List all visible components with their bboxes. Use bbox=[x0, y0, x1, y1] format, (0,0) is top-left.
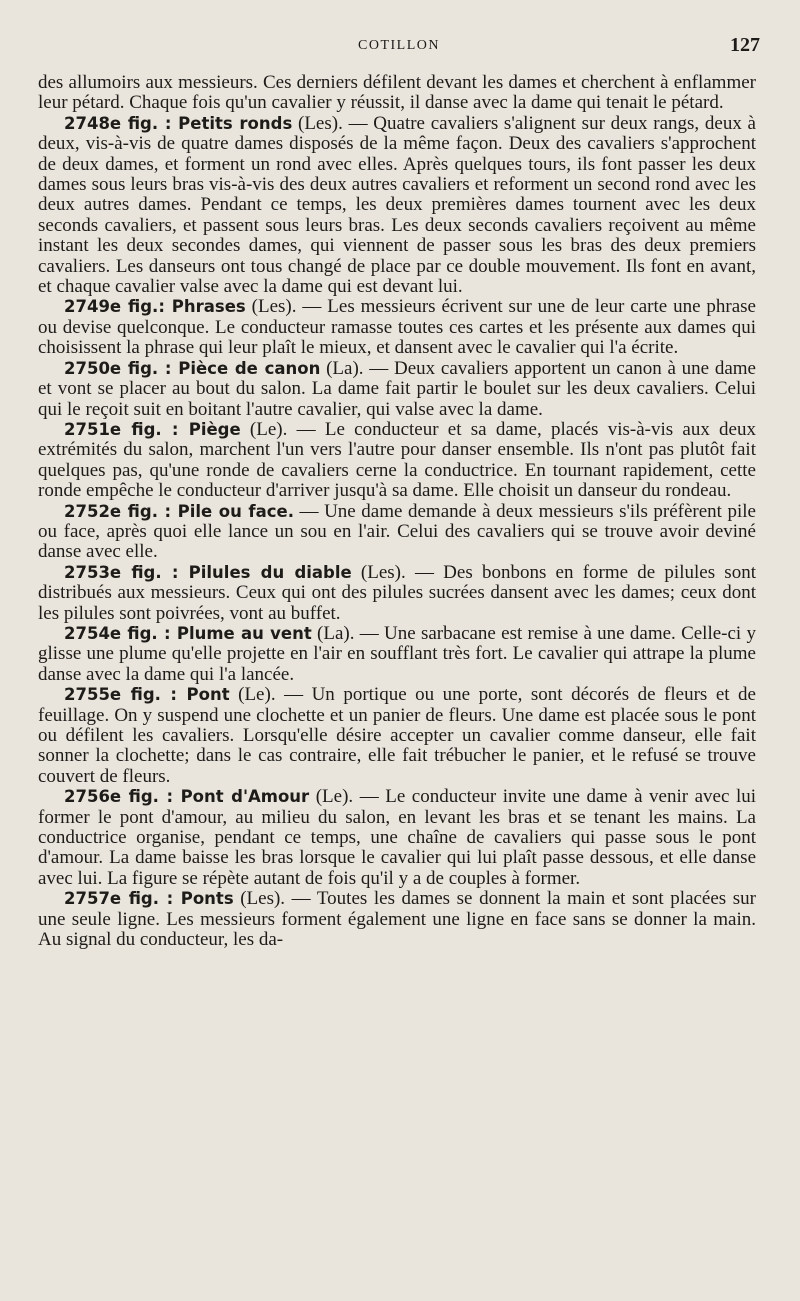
entry-2750 bbox=[38, 359, 756, 420]
entry-text: (Les). — Des bonbons en forme de pilules sont distribués aux messieurs. Ceux qui ont des pilules sucrées dansent avec les dames; ceux dont les pilules sont poivrées, vont au buffet. bbox=[38, 561, 756, 624]
body-text bbox=[38, 73, 756, 950]
entry-text: (Les). — Les messieurs écrivent sur une de leur carte une phrase ou devise quelconque. Le conducteur ramasse toutes ces cartes et les présente aux dames qui choisissent la phrase qui leur plaît le mieux, et dansent avec le cavalier qui l'a écrite. bbox=[38, 296, 756, 359]
page-number: 127 bbox=[730, 34, 760, 56]
entry-2751 bbox=[38, 420, 756, 502]
entry-2749 bbox=[38, 297, 756, 358]
entry-heading: 2751e fig. : Piège bbox=[64, 419, 241, 439]
entry-2754 bbox=[38, 624, 756, 685]
entry-text: (Le). — Un portique ou une porte, sont décorés de fleurs et de feuillage. On y suspend une clochette et un panier de fleurs. Une dame est placée sous le pont ou défilent les cavaliers. Lorsqu'elle désire accepter un cavalier comme danseur, elle fait sonner la clochette; dans le cas contraire, elle fait trébucher le panier, et le refusé se trouve couvert de fleurs. bbox=[38, 684, 756, 787]
entry-heading: 2750e fig. : Pièce de canon bbox=[64, 358, 321, 378]
entry-text: (La). — Une sarbacane est remise à une dame. Celle-ci y glisse une plume qu'elle projette en l'air en soufflant très fort. Le cavalier qui attrape la plume danse avec la dame qui l'a lancée. bbox=[38, 622, 756, 685]
entry-heading: 2749e fig.: Phrases bbox=[64, 297, 246, 317]
page-header bbox=[38, 34, 760, 62]
entry-2755 bbox=[38, 685, 756, 787]
running-title: COTILLON bbox=[358, 38, 440, 53]
entry-2748 bbox=[38, 114, 756, 298]
entry-text: (Les). — Toutes les dames se donnent la main et sont placées sur une seule ligne. Les messieurs forment également une ligne en face sans se donner la main. Au signal du conducteur, les da- bbox=[38, 888, 756, 951]
entry-heading: 2756e fig. : Pont d'Amour bbox=[64, 787, 310, 807]
entry-heading: 2748e fig. : Petits ronds bbox=[64, 113, 293, 133]
entry-text: (Le). — Le conducteur invite une dame à venir avec lui former le pont d'amour, au milieu du salon, en levant les bras et se tenant les mains. La conductrice organise, pendant ce temps, une chaîne de cavaliers qui passe sous le pont d'amour. La dame baisse les bras lorsque le cavalier qui lui plaît passe dessous, et elle danse avec lui. La figure se répète autant de fois qu'il y a de couples à former. bbox=[38, 786, 756, 889]
entry-text: (La). — Deux cavaliers apportent un canon à une dame et vont se placer au bout du salon. La dame fait partir le boulet sur les deux cavaliers. Celui qui le reçoit suit en boitant l'autre cavalier, qui valse avec la dame. bbox=[38, 357, 756, 420]
entry-text: (Le). — Le conducteur et sa dame, placés vis-à-vis aux deux extrémités du salon, marchent l'un vers l'autre pour danser ensemble. Ils n'ont pas plutôt fait quelques pas, qu'une ronde de cavaliers cerne la conductrice. En tournant rapidement, cette ronde empêche le conducteur d'arriver jusqu'à sa dame. Elle choisit un danseur du rondeau. bbox=[38, 418, 756, 502]
entry-heading: 2752e fig. : Pile ou face. bbox=[64, 501, 294, 521]
entry-2756 bbox=[38, 787, 756, 889]
entry-2752 bbox=[38, 502, 756, 563]
entry-2757 bbox=[38, 889, 756, 950]
entry-text: (Les). — Quatre cavaliers s'alignent sur deux rangs, deux à deux, vis-à-vis de quatre dames disposés de la même façon. Deux des cavaliers s'approchent de deux dames, et forment un rond avec elles. Après quelques tours, ils font passer les deux dames sous leurs bras vis-à-vis des deux autres cavaliers et reforment un second rond avec les deux autres dames. Pendant ce temps, les deux premières dames tournent avec les deux seconds cavaliers, et passent sous leurs bras. Les deux seconds cavaliers reçoivent au même instant les deux secondes dames, qui viennent de passer sous les bras des deux premiers cavaliers. Les danseurs ont tous changé de place par ce double mouvement. Ils font en avant, et chaque cavalier valse avec la dame qui est devant lui. bbox=[38, 112, 756, 298]
continuation-paragraph: des allumoirs aux messieurs. Ces derniers défilent devant les dames et cherchent à enflammer leur pétard. Chaque fois qu'un cavalier y réussit, il danse avec la dame qui tenait le pétard. bbox=[38, 72, 756, 114]
entry-text: — Une dame demande à deux messieurs s'ils préfèrent pile ou face, après quoi elle lance un sou en l'air. Celui des cavaliers qui se trouve avoir deviné danse avec elle. bbox=[38, 500, 756, 563]
entry-heading: 2757e fig. : Ponts bbox=[64, 889, 234, 909]
entry-heading: 2755e fig. : Pont bbox=[64, 685, 230, 705]
entry-heading: 2754e fig. : Plume au vent bbox=[64, 623, 312, 643]
entry-2753 bbox=[38, 563, 756, 624]
entry-heading: 2753e fig. : Pilules du diable bbox=[64, 562, 352, 582]
